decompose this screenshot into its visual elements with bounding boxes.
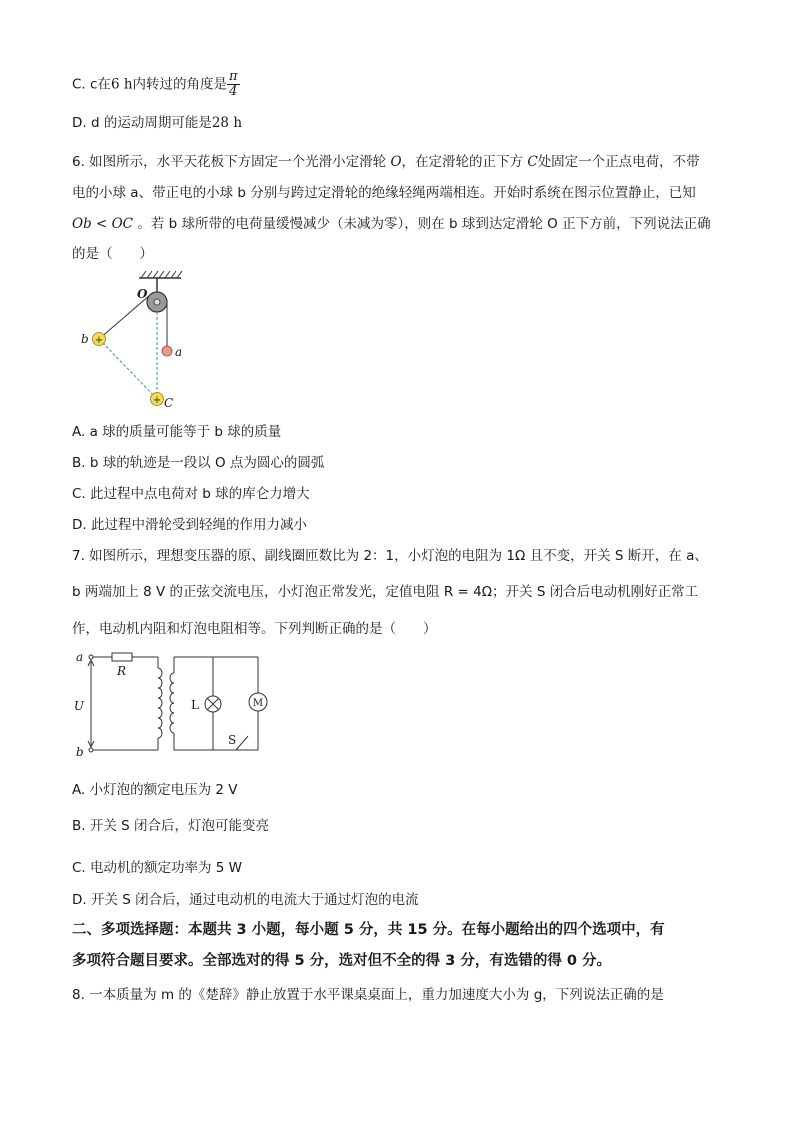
section2-heading-line-2: 多项符合题目要求。全部选对的得 5 分，选对但不全的得 3 分，有选错的得 0 分。 xyxy=(72,953,612,969)
dashed-bc xyxy=(99,339,157,399)
q6-line-1 xyxy=(72,152,700,172)
option-5d-text: D. d 的运动周期可能是 xyxy=(72,115,212,131)
q6-var: O xyxy=(390,154,402,170)
label-c: C xyxy=(164,396,174,410)
pulley-axle xyxy=(154,299,160,305)
label-r: R xyxy=(117,664,127,678)
q6-line-2: 电的小球 a、带正电的小球 b 分别与跨过定滑轮的绝缘轻绳两端相连。开始时系统在图示位置静止，已知 xyxy=(72,185,696,201)
q6-text: 处固定一个正点电荷，不带 xyxy=(537,154,700,170)
q6-line-4: 的是（ ） xyxy=(72,246,153,262)
option-5c-time: 6 h xyxy=(110,76,133,93)
q6-option-d: D. 此过程中滑轮受到轻绳的作用力减小 xyxy=(72,517,307,533)
q6-inequality: Ob < OC xyxy=(72,216,134,232)
rope-to-b xyxy=(99,295,150,339)
option-5c-prefix: C. c在 xyxy=(72,76,111,93)
q6-line-3 xyxy=(72,214,711,234)
resistor-r xyxy=(112,653,132,661)
q7-option-b: B. 开关 S 闭合后，灯泡可能变亮 xyxy=(72,818,269,834)
ball-a xyxy=(162,346,172,356)
switch-s xyxy=(236,736,248,750)
option-5d xyxy=(72,113,242,133)
option-5c-middle: 内转过的角度是 xyxy=(132,76,228,93)
label-a: a xyxy=(175,345,183,359)
option-5d-value: 28 h xyxy=(211,115,243,131)
q6-option-a: A. a 球的质量可能等于 b 球的质量 xyxy=(72,424,282,440)
q8-line-1: 8. 一本质量为 m 的《楚辞》静止放置于水平课桌桌面上，重力加速度大小为 g，下列说法正确的是 xyxy=(72,987,664,1003)
ceiling-hatch xyxy=(141,271,182,278)
q7-line-3: 作，电动机内阻和灯泡电阻相等。下列判断正确的是（ ） xyxy=(72,621,437,637)
angle-fraction xyxy=(227,70,240,99)
q6-text: 。若 b 球所带的电荷量缓慢减少（未减为零），则在 b 球到达定滑轮 O 正下方前，下列说法正确 xyxy=(133,216,711,232)
label-s: S xyxy=(228,733,237,747)
pulley-diagram xyxy=(76,268,206,413)
primary-coil xyxy=(158,668,162,738)
secondary-coil xyxy=(170,673,174,733)
q7-option-d: D. 开关 S 闭合后，通过电动机的电流大于通过灯泡的电流 xyxy=(72,892,419,908)
terminal-a xyxy=(89,655,93,659)
fraction-denominator: 4 xyxy=(229,84,238,99)
label-terminal-a: a xyxy=(76,650,84,664)
q7-option-c: C. 电动机的额定功率为 5 W xyxy=(72,860,243,876)
terminal-b xyxy=(89,748,93,752)
label-l: L xyxy=(191,698,199,712)
q6-text: ，在定滑轮的正下方 xyxy=(401,154,528,170)
q7-line-2: b 两端加上 8 V 的正弦交流电压，小灯泡正常发光，定值电阻 R = 4Ω；开关 S 闭合后电动机刚好正常工 xyxy=(72,584,699,600)
label-terminal-b: b xyxy=(76,745,84,759)
label-o: O xyxy=(137,287,148,301)
label-u: U xyxy=(73,699,84,713)
fraction-numerator: π xyxy=(229,69,238,84)
charge-c-plus: + xyxy=(152,395,162,406)
q6-option-c: C. 此过程中点电荷对 b 球的库仑力增大 xyxy=(72,486,310,502)
section2-heading-line-1: 二、多项选择题：本题共 3 小题，每小题 5 分，共 15 分。在每小题给出的四个选项中，有 xyxy=(72,922,665,938)
q7-line-1: 7. 如图所示，理想变压器的原、副线圈匝数比为 2：1，小灯泡的电阻为 1Ω 且不变，开关 S 断开，在 a、 xyxy=(72,548,708,564)
q6-text: 6. 如图所示，水平天花板下方固定一个光滑小定滑轮 xyxy=(72,154,391,170)
ball-b-plus: + xyxy=(94,335,104,346)
q6-var: C xyxy=(527,154,538,170)
q6-option-b: B. b 球的轨迹是一段以 O 点为圆心的圆弧 xyxy=(72,455,325,471)
label-m: M xyxy=(252,698,264,709)
label-b: b xyxy=(81,332,89,346)
q7-option-a: A. 小灯泡的额定电压为 2 V xyxy=(72,782,238,798)
option-5c xyxy=(72,70,240,99)
transformer-circuit xyxy=(72,648,272,760)
